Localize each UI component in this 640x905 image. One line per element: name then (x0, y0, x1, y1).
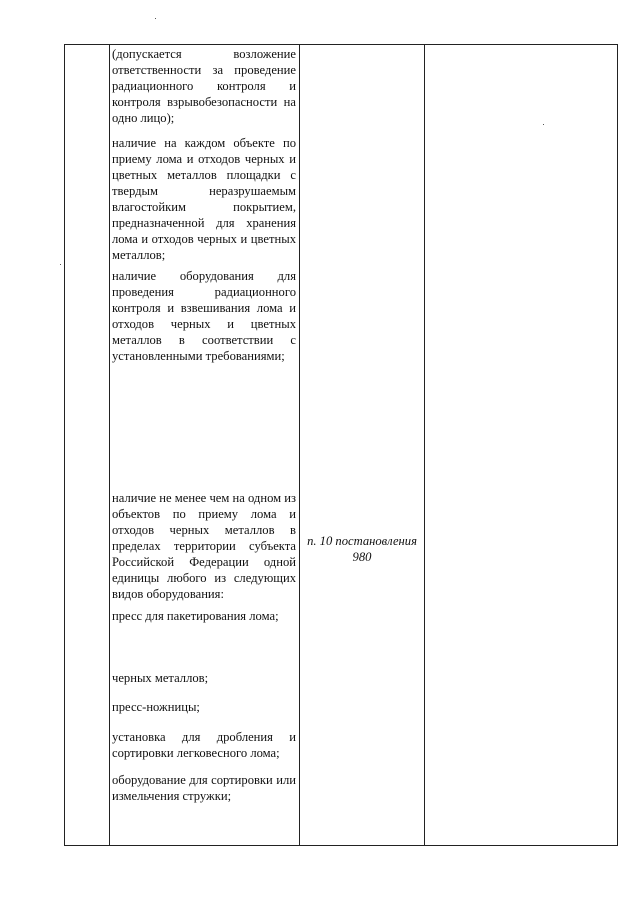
scan-speck (155, 18, 156, 19)
column-divider-1 (109, 44, 110, 845)
column-divider-3 (424, 44, 425, 845)
scan-speck (60, 264, 61, 265)
requirement-text-5: пресс для пакетирования лома; (112, 609, 279, 623)
legal-reference-line-1: п. 10 постановления (307, 534, 417, 548)
legal-reference (302, 533, 422, 565)
table-left-border (64, 44, 65, 845)
requirement-text-8: установка для дробления и сортировки легковесного лома; (112, 730, 296, 760)
legal-reference-line-2: 980 (352, 550, 372, 564)
requirement-text-2: наличие на каждом объекте по приему лома и отходов черных и цветных металлов площадки с твердым неразрушаемым влагостойким покрытием, предназначенной для хранения лома и отходов черных и цветных металлов; (112, 136, 296, 262)
table-right-border (617, 44, 618, 845)
column-divider-2 (299, 44, 300, 845)
requirement-text-7: пресс-ножницы; (112, 700, 200, 714)
requirement-text-6: черных металлов; (112, 671, 209, 685)
scan-speck (543, 124, 544, 125)
requirement-text-9: оборудование для сортировки или измельчения стружки; (112, 773, 296, 803)
requirement-text-3: наличие оборудования для проведения радиационного контроля и взвешивания лома и отходов черных и цветных металлов в соответствии с установленными требованиями; (112, 269, 296, 363)
requirement-text-4: наличие не менее чем на одном из объектов по приему лома и отходов черных металлов в пределах территории субъекта Российской Федерации одной единицы любого из следующих видов оборудования: (112, 491, 296, 601)
requirement-text-1: (допускается возложение ответственности за проведение радиационного контроля и контроля взрывобезопасности на одно лицо); (112, 47, 296, 125)
